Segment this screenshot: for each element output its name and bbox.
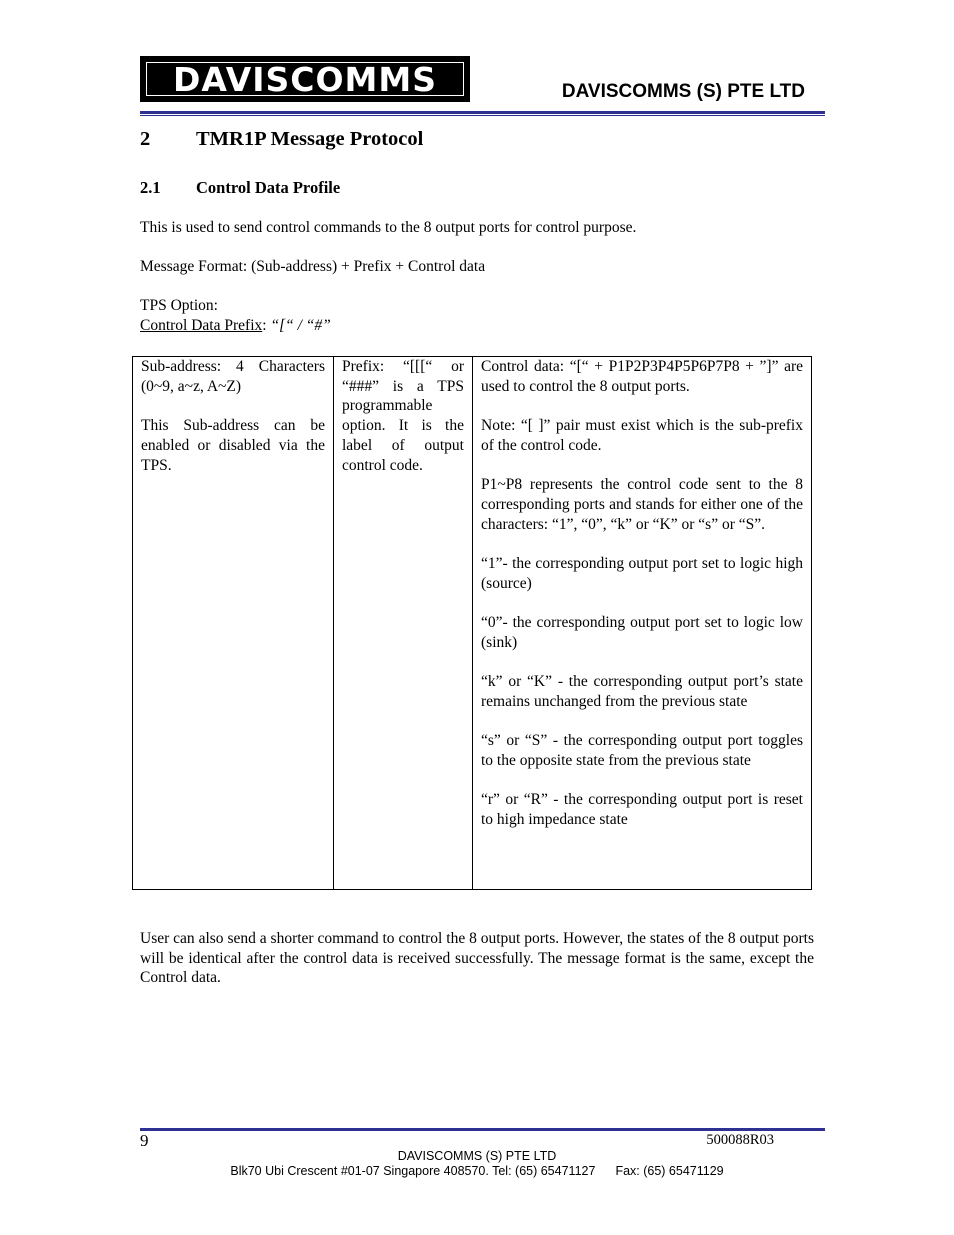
sub-address-cell bbox=[133, 357, 334, 890]
logo-frame bbox=[146, 59, 464, 99]
section-number: 2 bbox=[140, 128, 151, 150]
subsection-heading bbox=[140, 178, 340, 198]
closing-paragraph: User can also send a shorter command to control the 8 output ports. However, the states of the 8 output ports will be identical after the control data is received successfully. The message format is the same, except the Control data. bbox=[140, 930, 814, 987]
prefix-value: “[“ / “#” bbox=[270, 317, 331, 334]
cell-paragraph: “0”- the corresponding output port set to logic low (sink) bbox=[481, 614, 803, 651]
cell-paragraph: P1~P8 represents the control code sent to the 8 corresponding ports and stands for either one of the characters: “1”, “0”, “k” or “K” or “s” or “S”. bbox=[481, 476, 803, 533]
cell-paragraph: Control data: “[“ + P1P2P3P4P5P6P7P8 + ”]” are used to control the 8 output ports. bbox=[481, 358, 803, 395]
subsection-title: Control Data Profile bbox=[196, 178, 341, 197]
company-logo bbox=[140, 56, 470, 102]
message-format: Message Format: (Sub-address) + Prefix + Control data bbox=[140, 258, 486, 275]
control-data-table bbox=[132, 356, 812, 890]
table-row bbox=[133, 357, 812, 890]
logo-text: DAVISCOMMS bbox=[173, 59, 437, 99]
cell-paragraph: Prefix: “[[[“ or “###” is a TPS programmable option. It is the label of output control code. bbox=[342, 358, 464, 474]
control-data-prefix-line bbox=[140, 316, 814, 336]
cell-paragraph: Note: “[ ]” pair must exist which is the sub-prefix of the control code. bbox=[481, 417, 803, 454]
section-title: TMR1P Message Protocol bbox=[196, 128, 424, 150]
cell-paragraph: “k” or “K” - the corresponding output port’s state remains unchanged from the previous state bbox=[481, 673, 803, 710]
header-rule bbox=[140, 111, 825, 114]
control-data-cell bbox=[473, 357, 812, 890]
prefix-label: Control Data Prefix bbox=[140, 317, 263, 334]
prefix-colon: : bbox=[262, 317, 267, 334]
footer-company: DAVISCOMMS (S) PTE LTD bbox=[397, 1149, 557, 1163]
cell-paragraph: “s” or “S” - the corresponding output port toggles to the opposite state from the previous state bbox=[481, 732, 803, 769]
cell-paragraph: “1”- the corresponding output port set to logic high (source) bbox=[481, 554, 803, 592]
cell-paragraph: Sub-address: 4 Characters (0~9, a~z, A~Z) bbox=[141, 358, 325, 395]
footer-address: Blk70 Ubi Crescent #01-07 Singapore 408570. Tel: (65) 65471127 bbox=[230, 1164, 596, 1178]
cell-paragraph: “r” or “R” - the corresponding output port is reset to high impedance state bbox=[481, 791, 803, 829]
header-rule-thin bbox=[140, 115, 825, 116]
header-company-name: DAVISCOMMS (S) PTE LTD bbox=[561, 81, 805, 102]
tps-option-label: TPS Option: bbox=[140, 297, 218, 314]
cell-paragraph: This Sub-address can be enabled or disabled via the TPS. bbox=[141, 417, 325, 474]
footer-fax: Fax: (65) 65471129 bbox=[615, 1164, 724, 1178]
footer-address-line bbox=[0, 1164, 954, 1178]
intro-paragraph: This is used to send control commands to the 8 output ports for control purpose. bbox=[140, 219, 637, 236]
subsection-number: 2.1 bbox=[140, 178, 161, 197]
prefix-cell bbox=[334, 357, 473, 890]
page-number: 9 bbox=[140, 1131, 149, 1150]
document-code: 500088R03 bbox=[706, 1132, 774, 1148]
footer-rule bbox=[140, 1128, 825, 1131]
section-heading bbox=[140, 128, 423, 151]
